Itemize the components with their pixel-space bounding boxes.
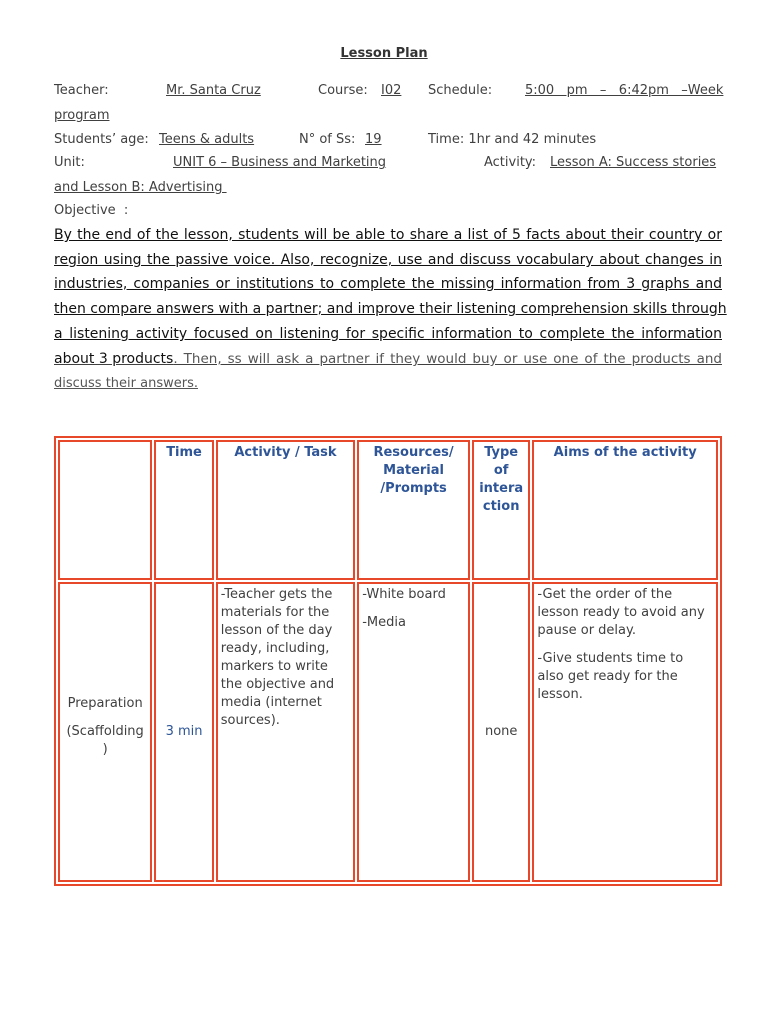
table-header-row <box>58 440 718 580</box>
header-resources: Resources/ Material /Prompts <box>357 440 470 580</box>
teacher-value: Mr. Santa Cruz <box>166 83 261 98</box>
resource-item: -Media <box>362 615 406 630</box>
objective-products-text: about 3 products <box>54 351 174 367</box>
resources-cell <box>357 582 470 882</box>
objective-line: By the end of the lesson, students will be able to share a list of 5 facts about their country or <box>54 227 722 243</box>
age-value: Teens & adults <box>159 132 255 147</box>
header-aims: Aims of the activity <box>532 440 718 580</box>
header-time: Time <box>154 440 213 580</box>
objective-followup-text: . Then, ss will ask a partner if they would buy or use one of the products and <box>173 351 722 367</box>
objective-line: region using the passive voice. Also, recognize, use and discuss vocabulary about changes in <box>54 252 722 268</box>
lesson-table <box>54 436 722 886</box>
schedule-value: 5:00 pm – 6:42pm –Week <box>525 83 724 98</box>
header-interaction: Type of intera ction <box>472 440 530 580</box>
unit-label: Unit: <box>54 155 85 170</box>
page-title: Lesson Plan <box>340 46 428 61</box>
objective-line: industries, companies or institutions to complete the missing information from 3 graphs and <box>54 276 722 292</box>
header-activity: Activity / Task <box>216 440 355 580</box>
objective-line: a listening activity focused on listening for specific information to complete the information <box>54 326 722 342</box>
interaction-cell: none <box>472 582 530 882</box>
course-label: Course: <box>318 83 368 98</box>
objective-label: Objective : <box>54 203 129 218</box>
activity-label: Activity: <box>484 155 537 170</box>
stage-subtitle: (Scaffolding ) <box>66 724 144 757</box>
objective-line-end: discuss their answers. <box>54 376 198 391</box>
duration-label: Time: 1hr and 42 minutes <box>428 132 597 147</box>
stage-name: Preparation <box>67 696 143 711</box>
stage-cell <box>58 582 152 882</box>
activity-value-cont: and Lesson B: Advertising <box>54 180 227 195</box>
table-row <box>58 582 718 882</box>
unit-value: UNIT 6 – Business and Marketing <box>173 155 387 170</box>
students-count-value: 19 <box>365 132 382 147</box>
aim-item: -Give students time to also get ready for the lesson. <box>537 651 684 702</box>
course-value: I02 <box>381 83 402 98</box>
activity-value: Lesson A: Success stories <box>550 155 717 170</box>
resource-item: -White board <box>362 587 446 602</box>
teacher-label: Teacher: <box>54 83 109 98</box>
schedule-value-cont: program <box>54 108 110 123</box>
students-count-label: N° of Ss: <box>299 132 356 147</box>
objective-line <box>54 352 722 367</box>
schedule-label: Schedule: <box>428 83 493 98</box>
header-stage <box>58 440 152 580</box>
aims-cell <box>532 582 718 882</box>
age-label: Students’ age: <box>54 132 149 147</box>
objective-line: then compare answers with a partner; and improve their listening comprehension skills through <box>54 301 727 317</box>
time-cell: 3 min <box>154 582 213 882</box>
aim-item: -Get the order of the lesson ready to avoid any pause or delay. <box>537 587 705 638</box>
task-cell: -Teacher gets the materials for the lesson of the day ready, including, markers to write the objective and media (internet sources). <box>216 582 355 882</box>
